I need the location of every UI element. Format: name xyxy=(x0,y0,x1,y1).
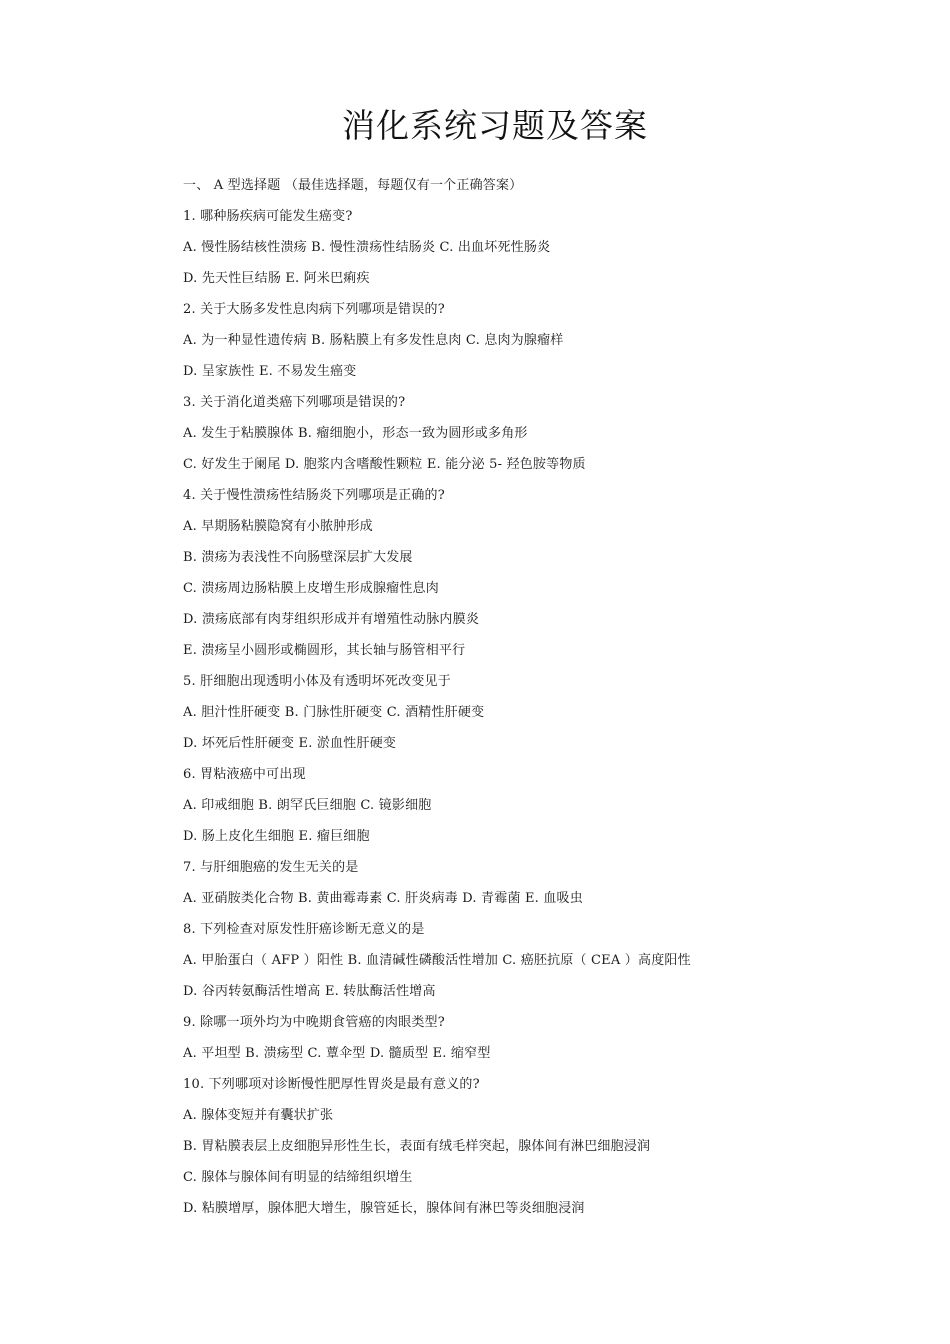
text-line: C. 腺体与腺体间有明显的结缔组织增生 xyxy=(183,1170,413,1185)
text-line: D. 粘膜增厚，腺体肥大增生，腺管延长，腺体间有淋巴等炎细胞浸润 xyxy=(183,1201,585,1216)
text-line: D. 溃疡底部有肉芽组织形成并有增殖性动脉内膜炎 xyxy=(183,612,480,627)
text-line: A. 腺体变短并有囊状扩张 xyxy=(183,1108,334,1123)
text-line: A. 胆汁性肝硬变 B. 门脉性肝硬变 C. 酒精性肝硬变 xyxy=(183,705,485,720)
text-line: 7. 与肝细胞癌的发生无关的是 xyxy=(183,860,359,875)
text-line: 8. 下列检查对原发性肝癌诊断无意义的是 xyxy=(183,922,425,937)
text-line: 2. 关于大肠多发性息肉病下列哪项是错误的? xyxy=(183,302,445,317)
text-line: E. 溃疡呈小圆形或椭圆形，其长轴与肠管相平行 xyxy=(183,643,466,658)
text-line: D. 先天性巨结肠 E. 阿米巴痢疾 xyxy=(183,271,370,286)
text-line: A. 印戒细胞 B. 朗罕氏巨细胞 C. 镜影细胞 xyxy=(183,798,432,813)
text-line: D. 坏死后性肝硬变 E. 淤血性肝硬变 xyxy=(183,736,397,751)
text-line: C. 好发生于阑尾 D. 胞浆内含嗜酸性颗粒 E. 能分泌 5- 羟色胺等物质 xyxy=(183,457,586,472)
text-line: 6. 胃粘液癌中可出现 xyxy=(183,767,306,782)
text-line: A. 甲胎蛋白（ AFP ）阳性 B. 血清碱性磷酸活性增加 C. 癌胚抗原（ CEA ）高度阳性 xyxy=(183,953,691,968)
text-line: A. 平坦型 B. 溃疡型 C. 蕈伞型 D. 髓质型 E. 缩窄型 xyxy=(183,1046,491,1061)
text-line: 10. 下列哪项对诊断慢性肥厚性胃炎是最有意义的? xyxy=(183,1077,480,1092)
text-line: A. 亚硝胺类化合物 B. 黄曲霉毒素 C. 肝炎病毒 D. 青霉菌 E. 血吸虫 xyxy=(183,891,583,906)
question-list xyxy=(183,176,923,1230)
text-line: D. 谷丙转氨酶活性增高 E. 转肽酶活性增高 xyxy=(183,984,436,999)
text-line: 一、 A 型选择题 （最佳选择题，每题仅有一个正确答案） xyxy=(183,178,523,193)
text-line: 1. 哪种肠疾病可能发生癌变? xyxy=(183,209,353,224)
text-line: A. 为一种显性遗传病 B. 肠粘膜上有多发性息肉 C. 息肉为腺瘤样 xyxy=(183,333,564,348)
text-line: D. 肠上皮化生细胞 E. 瘤巨细胞 xyxy=(183,829,370,844)
text-line: 4. 关于慢性溃疡性结肠炎下列哪项是正确的? xyxy=(183,488,445,503)
text-line: C. 溃疡周边肠粘膜上皮增生形成腺瘤性息肉 xyxy=(183,581,439,596)
text-line: 5. 肝细胞出现透明小体及有透明坏死改变见于 xyxy=(183,674,451,689)
text-line: D. 呈家族性 E. 不易发生癌变 xyxy=(183,364,357,379)
page-title: 消化系统习题及答案 xyxy=(342,106,648,145)
text-line: A. 慢性肠结核性溃疡 B. 慢性溃疡性结肠炎 C. 出血坏死性肠炎 xyxy=(183,240,551,255)
text-line: 9. 除哪一项外均为中晚期食管癌的肉眼类型? xyxy=(183,1015,445,1030)
text-line: B. 溃疡为表浅性不向肠壁深层扩大发展 xyxy=(183,550,413,565)
text-line: B. 胃粘膜表层上皮细胞异形性生长，表面有绒毛样突起，腺体间有淋巴细胞浸润 xyxy=(183,1139,651,1154)
text-line: A. 早期肠粘膜隐窝有小脓肿形成 xyxy=(183,519,373,534)
text-line: 3. 关于消化道类癌下列哪项是错误的? xyxy=(183,395,406,410)
text-line: A. 发生于粘膜腺体 B. 瘤细胞小，形态一致为圆形或多角形 xyxy=(183,426,528,441)
